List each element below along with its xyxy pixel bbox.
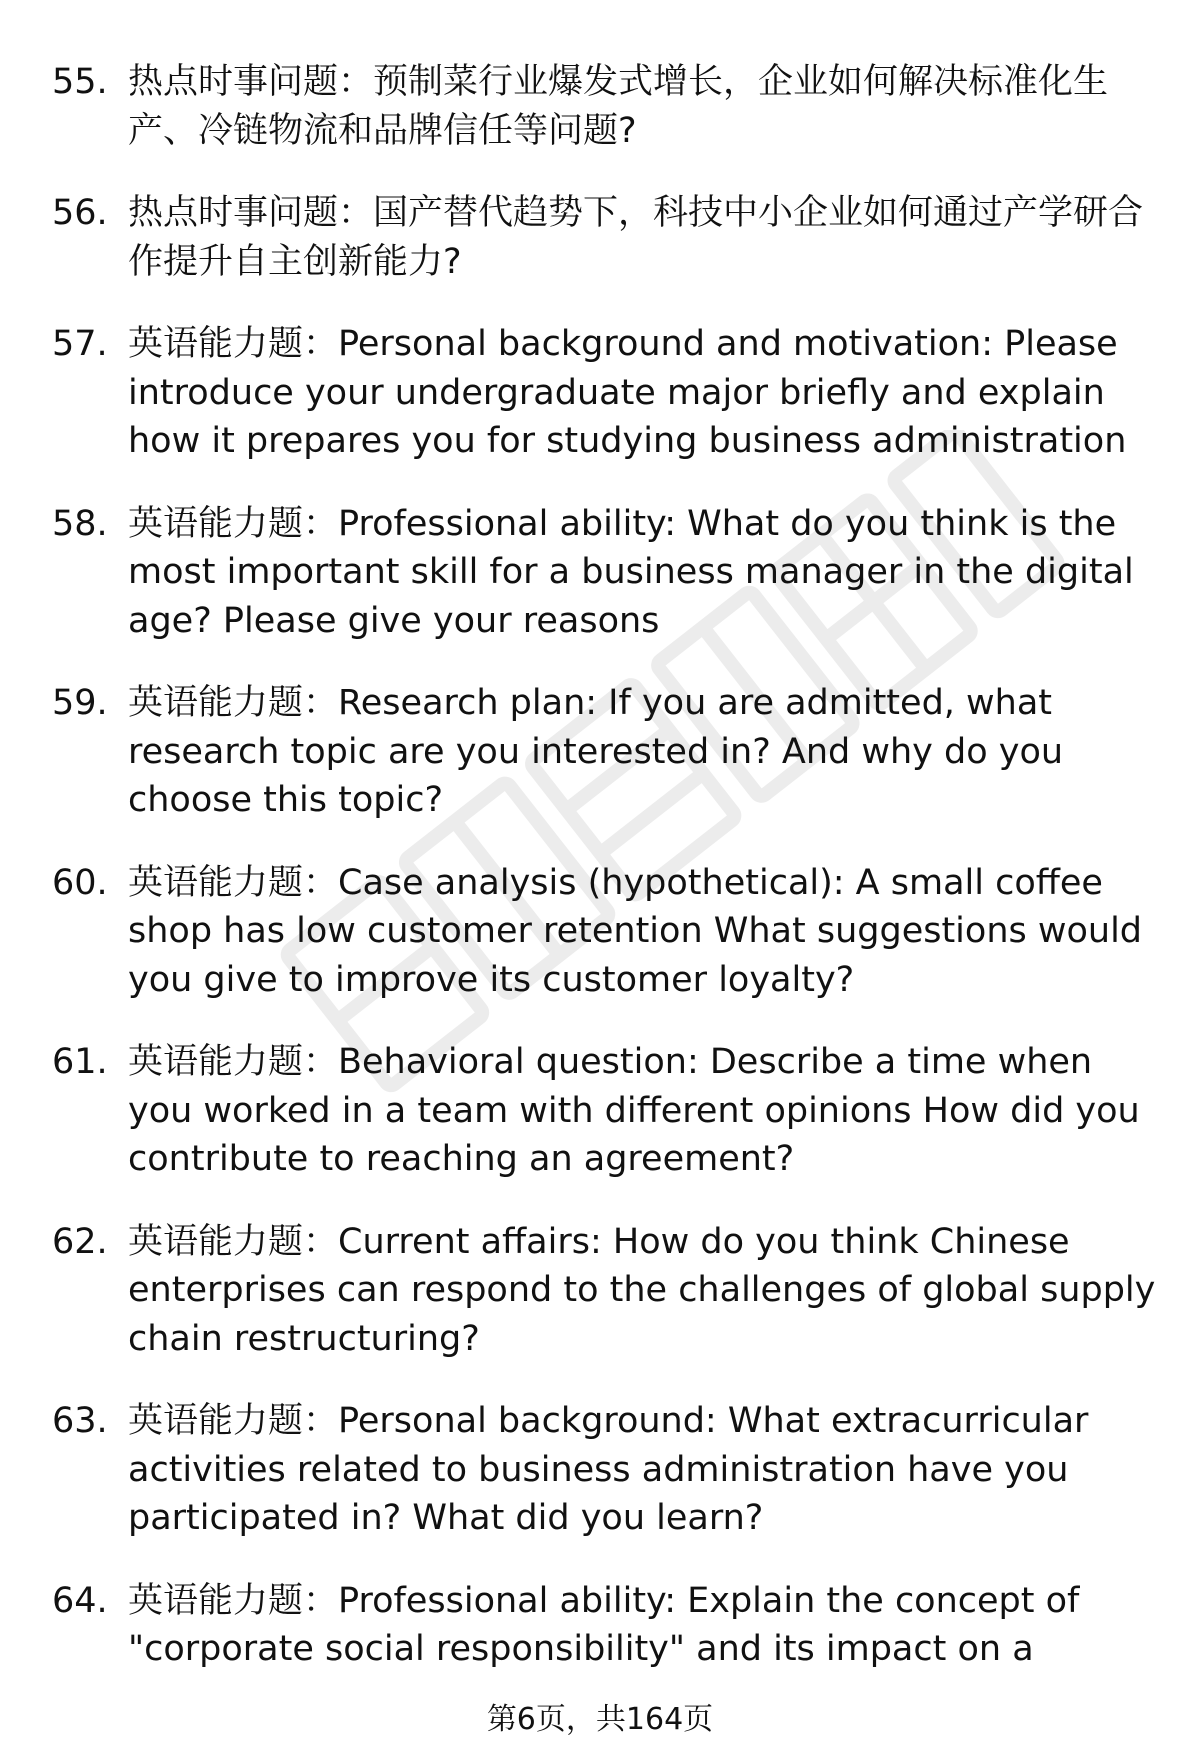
question-number: 62. — [52, 1221, 108, 1262]
question-category: 英语能力题： — [128, 1221, 339, 1262]
question-number: 59. — [52, 683, 108, 723]
question-number: 56. — [52, 193, 108, 233]
question-text: Professional ability: Explain the concept of "corporate social responsibility" and its impact on a — [128, 1580, 1080, 1669]
question-text: Research plan: If you are admitted, what research topic are you interested in? And why do you choose this topic? — [128, 683, 1064, 820]
page-number-footer: 第6页，共164页 — [486, 1702, 714, 1737]
question-text: Professional ability: What do you think is the most important skill for a business manager in the digital age? Please give your reasons — [128, 503, 1134, 641]
question-number: 57. — [52, 324, 108, 364]
question-category: 热点时事问题： — [128, 62, 374, 102]
question-item — [0, 320, 1200, 466]
question-text: Personal background: What extracurricular activities related to business administration have you participated in? What did you learn? — [128, 1401, 1089, 1538]
question-item — [0, 679, 1200, 825]
question-category: 英语能力题： — [128, 683, 339, 723]
question-number: 61. — [52, 1042, 108, 1082]
question-category: 热点时事问题： — [128, 193, 374, 233]
question-category: 英语能力题： — [128, 862, 339, 903]
question-number: 63. — [52, 1401, 108, 1441]
question-text: Current affairs: How do you think Chinese enterprises can respond to the challenges of global supply chain restructuring? — [128, 1221, 1156, 1359]
question-item — [0, 58, 1200, 155]
question-category: 英语能力题： — [128, 324, 339, 364]
question-text: 国产替代趋势下，科技中小企业如何通过产学研合作提升自主创新能力? — [128, 193, 1144, 282]
question-category: 英语能力题： — [128, 1401, 339, 1441]
question-item — [0, 1038, 1200, 1184]
question-text: 预制菜行业爆发式增长，企业如何解决标准化生产、冷链物流和品牌信任等问题? — [128, 62, 1109, 151]
question-list — [0, 58, 1200, 1708]
question-text: Behavioral question: Describe a time when you worked in a team with different opinions How did you contribute to reaching an agreement? — [128, 1042, 1140, 1179]
question-number: 64. — [52, 1580, 108, 1621]
question-item — [0, 1218, 1200, 1364]
question-category: 英语能力题： — [128, 1580, 339, 1621]
question-item — [0, 1397, 1200, 1543]
question-category: 英语能力题： — [128, 1042, 339, 1082]
question-number: 58. — [52, 503, 108, 544]
question-item — [0, 500, 1200, 646]
question-category: 英语能力题： — [128, 503, 339, 544]
question-number: 60. — [52, 862, 108, 903]
question-item — [0, 189, 1200, 286]
question-text: Personal background and motivation: Please introduce your undergraduate major briefly and explain how it prepares you for studying business administration — [128, 324, 1127, 461]
question-number: 55. — [52, 62, 108, 102]
question-item — [0, 1577, 1200, 1674]
question-item — [0, 859, 1200, 1005]
question-text: Case analysis (hypothetical): A small coffee shop has low customer retention What suggestions would you give to improve its customer loyalty? — [128, 862, 1143, 1000]
